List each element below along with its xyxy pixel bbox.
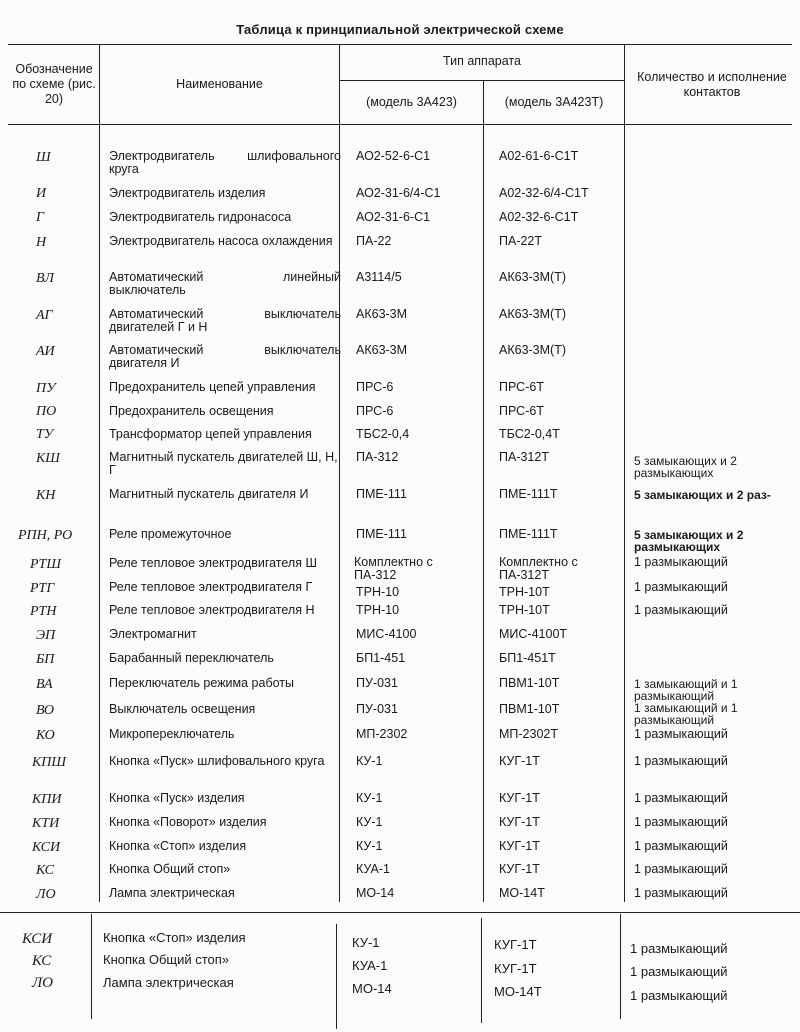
row-model-a: ТБС2-0,4 [356, 427, 410, 441]
row-model-a: А3114/5 [356, 270, 402, 284]
row-model-a: ПМЕ-111 [356, 487, 407, 501]
row-name: Электромагнит [109, 627, 197, 641]
row-name: Выключатель освещения [109, 702, 256, 716]
row-model-a: ТРН-10 [356, 585, 400, 599]
row-model-b: КУГ-1Т [499, 754, 540, 768]
row-code: КС [36, 863, 54, 878]
row-model-a: КУ-1 [356, 815, 383, 829]
row-model-b: АК63-3М(Т) [499, 307, 567, 321]
row-code: КПИ [32, 792, 62, 807]
row-contacts: 1 размыкающий [630, 964, 728, 979]
row-code: РПН, РО [18, 528, 73, 543]
row-code: Н [36, 235, 47, 250]
fragment-top-rule [0, 912, 800, 913]
row-model-a: ПУ-031 [356, 702, 398, 716]
top-rule [8, 44, 792, 45]
row-name: Электродвигатель изделия [109, 186, 266, 200]
row-model-b: ПРС-6Т [499, 380, 544, 394]
row-name: Лампа электрическая [109, 886, 235, 900]
row-model-b: МО-14Т [494, 984, 542, 999]
row-model-a: ПА-312 [356, 450, 399, 464]
header-model-a: (модель 3А423) [366, 95, 457, 109]
row-code: АИ [36, 344, 55, 359]
row-name: Кнопка «Пуск» шлифовального круга [109, 754, 325, 768]
row-model-a: Комплектно с ПА-312 [354, 555, 433, 582]
header-apparatus-type: Тип аппарата [443, 54, 521, 68]
row-model-a: МИС-4100 [356, 627, 417, 641]
column-divider-4 [624, 44, 625, 902]
row-model-b: ТРН-10Т [499, 603, 550, 617]
fragment-divider-4 [620, 914, 621, 1019]
row-model-a: АО2-31-6-С1 [356, 210, 431, 224]
row-model-a: КУ-1 [356, 791, 383, 805]
row-model-a: МО-14 [352, 981, 392, 996]
row-model-b: ПА-312Т [499, 450, 549, 464]
row-model-a: МО-14 [356, 886, 395, 900]
row-code: АГ [36, 308, 53, 323]
header-contacts: Количество и исполнение контактов [637, 70, 787, 99]
row-contacts: 5 замыкающих и 2 размыкающих [634, 528, 744, 554]
row-code: И [36, 186, 47, 201]
row-model-b: ПРС-6Т [499, 404, 544, 418]
row-contacts: 1 размыкающий [634, 862, 728, 876]
row-code: ПО [36, 404, 57, 419]
row-contacts: 1 размыкающий [634, 580, 728, 594]
row-model-a: МП-2302 [356, 727, 408, 741]
row-model-a: БП1-451 [356, 651, 406, 665]
row-model-b: КУГ-1Т [494, 961, 537, 976]
row-model-a: КУ-1 [356, 754, 383, 768]
row-code: КСИ [22, 931, 53, 947]
row-model-b: АК63-3М(Т) [499, 343, 567, 357]
header-model-b: (модель 3А423Т) [504, 95, 604, 109]
row-name: Кнопка «Поворот» изделия [109, 815, 267, 829]
row-model-b: БП1-451Т [499, 651, 556, 665]
row-code: КТИ [32, 816, 60, 831]
row-name: Реле промежуточное [109, 527, 232, 541]
row-contacts: 5 замыкающих и 2 раз- [634, 488, 771, 502]
row-model-b: ПА-22Т [499, 234, 543, 248]
row-contacts: 1 замыкающий и 1 размыкающий [634, 701, 738, 727]
row-model-a: АК63-3М [356, 343, 408, 357]
row-model-b: КУГ-1Т [499, 839, 540, 853]
row-model-a: АК63-3М [356, 307, 408, 321]
row-contacts: 1 размыкающий [634, 555, 728, 569]
row-model-b: МО-14Т [499, 886, 545, 900]
column-divider-3 [483, 80, 484, 902]
row-name: Магнитный пускатель двигателей Ш, Н, Г [109, 450, 338, 477]
row-name: Переключатель режима работы [109, 676, 295, 690]
fragment-divider-1 [91, 914, 92, 1019]
row-code: ПУ [36, 381, 56, 396]
row-name: Реле тепловое электродвигателя Г [109, 580, 313, 594]
row-code: КС [32, 953, 52, 969]
row-model-a: ТРН-10 [356, 603, 400, 617]
row-code: КСИ [32, 840, 61, 855]
row-model-a: КУ-1 [356, 839, 383, 853]
row-model-b: ТБС2-0,4Т [499, 427, 560, 441]
row-model-a: АО2-31-6/4-С1 [356, 186, 441, 200]
row-name: Предохранитель освещения [109, 404, 274, 418]
row-name: Автоматический линейный выключатель [109, 270, 341, 297]
row-name: Лампа электрическая [103, 975, 234, 990]
row-code: КО [36, 728, 55, 743]
header-name: Наименование [176, 77, 263, 91]
row-code: КПШ [32, 755, 67, 770]
header-designation: Обозначение по схеме (рис. 20) [12, 62, 96, 106]
row-contacts: 5 замыкающих и 2 размыкающих [634, 454, 737, 480]
row-model-b: КУГ-1Т [499, 791, 540, 805]
row-code: ЭП [36, 628, 56, 643]
row-model-a: ПУ-031 [356, 676, 398, 690]
row-name: Микропереключатель [109, 727, 235, 741]
row-code: КН [36, 488, 56, 503]
row-model-b: ТРН-10Т [499, 585, 550, 599]
row-model-a: ПРС-6 [356, 380, 394, 394]
row-code: ВА [36, 677, 53, 692]
row-contacts: 1 размыкающий [634, 727, 728, 741]
row-code: ВЛ [36, 271, 55, 286]
row-code: Ш [36, 150, 51, 165]
row-contacts: 1 замыкающий и 1 размыкающий [634, 677, 738, 703]
row-name: Кнопка Общий стоп» [103, 952, 230, 967]
row-code: РТН [30, 604, 57, 619]
row-contacts: 1 размыкающий [634, 815, 728, 829]
row-code: ВО [36, 703, 55, 718]
row-name: Реле тепловое электродвигателя Ш [109, 556, 317, 570]
row-code: БП [36, 652, 55, 667]
row-model-b: МП-2302Т [499, 727, 559, 741]
row-name: Автоматический выключатель двигателей Г и Н [109, 307, 341, 334]
row-code: ЛО [32, 975, 53, 991]
row-code: Г [36, 210, 44, 225]
row-name: Барабанный переключатель [109, 651, 274, 665]
row-model-b: КУГ-1Т [499, 815, 540, 829]
fragment-divider-2 [336, 924, 337, 1029]
row-name: Электродвигатель насоса охлаждения [109, 234, 333, 248]
row-model-b: А02-32-6/4-С1Т [499, 186, 589, 200]
row-name: Предохранитель цепей управления [109, 380, 316, 394]
row-name: Кнопка «Стоп» изделия [103, 930, 246, 945]
row-model-a: АО2-52-6-С1 [356, 149, 431, 163]
row-model-b: ПВМ1-10Т [499, 676, 560, 690]
row-model-b: МИС-4100Т [499, 627, 568, 641]
fragment-divider-3 [481, 918, 482, 1023]
row-model-b: А02-32-6-С1Т [499, 210, 579, 224]
row-name: Автоматический выключатель двигателя И [109, 343, 341, 370]
row-model-b: ПМЕ-111Т [499, 487, 558, 501]
row-code: ТУ [36, 427, 54, 442]
row-contacts: 1 размыкающий [634, 603, 728, 617]
row-name: Реле тепловое электродвигателя Н [109, 603, 315, 617]
row-model-b: КУГ-1Т [499, 862, 540, 876]
row-model-a: КУА-1 [352, 958, 388, 973]
row-contacts: 1 размыкающий [634, 754, 728, 768]
row-name: Магнитный пускатель двигателя И [109, 487, 309, 501]
row-name: Трансформатор цепей управления [109, 427, 312, 441]
row-contacts: 1 размыкающий [634, 886, 728, 900]
row-contacts: 1 размыкающий [634, 839, 728, 853]
row-model-b: ПМЕ-111Т [499, 527, 558, 541]
row-name: Электродвигатель шлифовального круга [109, 149, 341, 176]
row-contacts: 1 размыкающий [630, 941, 728, 956]
row-name: Кнопка Общий стоп» [109, 862, 231, 876]
row-contacts: 1 размыкающий [634, 791, 728, 805]
row-model-a: ПА-22 [356, 234, 392, 248]
row-name: Кнопка «Стоп» изделия [109, 839, 247, 853]
row-model-a: КУ-1 [352, 935, 380, 950]
row-model-b: КУГ-1Т [494, 937, 537, 952]
row-name: Электродвигатель гидронасоса [109, 210, 292, 224]
row-code: КШ [36, 451, 60, 466]
row-code: РТГ [30, 581, 55, 596]
row-contacts: 1 размыкающий [630, 988, 728, 1003]
row-model-b: Комплектно с ПА-312Т [499, 555, 578, 582]
row-model-a: ПМЕ-111 [356, 527, 407, 541]
row-model-b: АК63-3М(Т) [499, 270, 567, 284]
row-model-a: КУА-1 [356, 862, 390, 876]
row-model-b: ПВМ1-10Т [499, 702, 560, 716]
type-subheader-rule [339, 80, 624, 81]
column-divider-1 [99, 44, 100, 902]
table-title: Таблица к принципиальной электрической схеме [236, 22, 564, 37]
row-name: Кнопка «Пуск» изделия [109, 791, 245, 805]
row-code: РТШ [30, 557, 61, 572]
row-code: ЛО [36, 887, 56, 902]
header-bottom-rule [8, 124, 792, 125]
row-model-a: ПРС-6 [356, 404, 394, 418]
row-model-b: А02-61-6-С1Т [499, 149, 579, 163]
